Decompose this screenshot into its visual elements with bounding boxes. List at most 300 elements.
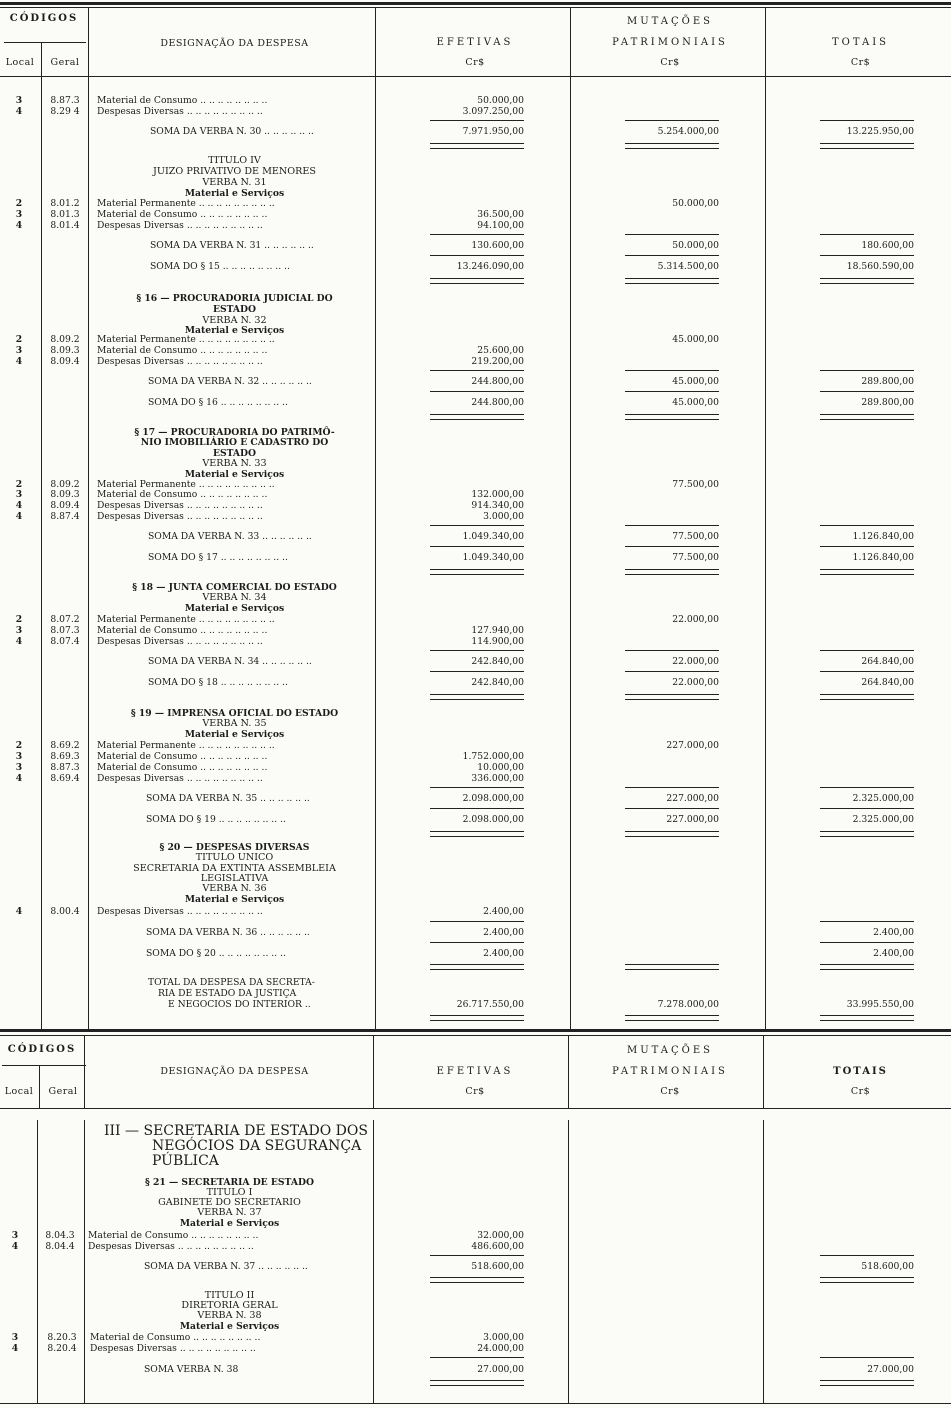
department-title: III — SECRETARIA DE ESTADO DOS — [104, 1123, 368, 1139]
efetivas-value: 244.800,00 — [471, 376, 524, 387]
mutacoes-value: 227.000,00 — [666, 740, 719, 751]
totais-value: 180.600,00 — [861, 240, 914, 251]
double-rule — [625, 699, 719, 700]
efetivas-value: 32.000,00 — [477, 1230, 524, 1241]
table-row — [0, 345, 951, 356]
totais-value: 1.126.840,00 — [852, 552, 914, 563]
soma-label: SOMA DO § 19 .. .. .. .. .. .. .. .. — [146, 814, 286, 825]
mutacoes-value: 22.000,00 — [672, 677, 719, 688]
sum-rule — [430, 921, 524, 922]
sum-rule — [820, 255, 914, 256]
mutacoes-value: 45.000,00 — [672, 376, 719, 387]
local-code: 4 — [11, 1343, 19, 1354]
geral-code: 8.69.4 — [50, 773, 80, 784]
double-rule — [820, 836, 914, 837]
geral-code: 8.01.3 — [50, 209, 80, 220]
double-rule — [625, 148, 719, 149]
item-description: Material de Consumo .. .. .. .. .. .. .. .. — [97, 209, 268, 220]
sum-rule — [820, 546, 914, 547]
sum-rule — [820, 525, 914, 526]
section-subtitle: Material e Serviços — [179, 1321, 280, 1332]
bottom-rule — [0, 1403, 951, 1404]
total-label: RIA DE ESTADO DA JUSTIÇA — [158, 988, 297, 999]
local-code: 3 — [11, 1230, 19, 1241]
soma-row — [0, 531, 951, 542]
double-rule — [625, 1015, 719, 1016]
header-mutacoes: MUTAÇÕES — [626, 16, 713, 27]
efetivas-value: 127.940,00 — [471, 625, 524, 636]
section-subtitle: Material e Serviços — [179, 1218, 280, 1229]
header-currency-efetivas: Cr$ — [465, 1086, 485, 1097]
mutacoes-value: 5.314.500,00 — [657, 261, 719, 272]
header-bottom-rule — [0, 1108, 951, 1109]
double-rule — [820, 831, 914, 832]
section-title: JUIZO PRIVATIVO DE MENORES — [153, 166, 316, 177]
local-code: 3 — [15, 762, 23, 773]
double-rule — [820, 1385, 914, 1386]
soma-row — [0, 948, 951, 959]
section-title: NIO IMOBILIÁRIO E CADASTRO DO — [140, 437, 329, 448]
soma-row — [0, 677, 951, 688]
soma-label: SOMA DO § 15 .. .. .. .. .. .. .. .. — [150, 261, 290, 272]
geral-code: 8.07.4 — [50, 636, 80, 647]
double-rule — [625, 569, 719, 570]
section-title: DIRETORIA GERAL — [181, 1300, 278, 1311]
header-geral: Geral — [48, 1086, 78, 1097]
section-title: VERBA N. 35 — [202, 718, 267, 729]
col-divider-efetivas — [568, 1035, 569, 1108]
soma-label: SOMA DA VERBA N. 31 .. .. .. .. .. .. — [150, 240, 314, 251]
double-rule — [430, 969, 524, 970]
efetivas-value: 36.500,00 — [477, 209, 524, 220]
top-rule — [0, 2, 951, 5]
section-title: VERBA N. 36 — [202, 883, 267, 894]
double-rule — [625, 283, 719, 284]
sum-rule — [820, 808, 914, 809]
section-title: § 20 — DESPESAS DIVERSAS — [159, 842, 310, 853]
department-title: NEGÓCIOS DA SEGURANÇA — [152, 1138, 362, 1154]
header-totais: TOTAIS — [833, 1066, 888, 1077]
local-code: 3 — [15, 95, 23, 106]
double-rule — [430, 1277, 524, 1278]
department-title: PÚBLICA — [152, 1153, 219, 1169]
item-description: Material de Consumo .. .. .. .. .. .. .. .. — [90, 1332, 261, 1343]
geral-code: 8.20.4 — [47, 1343, 77, 1354]
efetivas-value: 7.971.950,00 — [462, 126, 524, 137]
totais-value: 13.225.950,00 — [846, 126, 914, 137]
table-row — [0, 1241, 951, 1252]
section-subtitle: Material e Serviços — [184, 729, 285, 740]
geral-code: 8.87.3 — [50, 762, 80, 773]
efetivas-value: 1.049.340,00 — [462, 531, 524, 542]
sum-rule — [430, 650, 524, 651]
double-rule — [430, 699, 524, 700]
header-currency-mutacoes: Cr$ — [660, 1086, 680, 1097]
table-row — [0, 209, 951, 220]
header-mutacoes: MUTAÇÕES — [626, 1045, 713, 1056]
header-patrimoniais: PATRIMONIAIS — [612, 1066, 728, 1077]
geral-code: 8.69.2 — [50, 740, 80, 751]
totais-value: 2.400,00 — [873, 948, 914, 959]
soma-row — [0, 656, 951, 667]
item-description: Despesas Diversas .. .. .. .. .. .. .. .. .. — [97, 220, 263, 231]
header-currency-efetivas: Cr$ — [465, 57, 485, 68]
sum-rule — [820, 234, 914, 235]
totais-value: 2.325.000,00 — [852, 793, 914, 804]
efetivas-value: 2.400,00 — [483, 948, 524, 959]
soma-row — [0, 552, 951, 563]
geral-code: 8.29 4 — [50, 106, 80, 117]
double-rule — [820, 569, 914, 570]
geral-code: 8.01.2 — [50, 198, 80, 209]
total-label: TOTAL DA DESPESA DA SECRETA- — [148, 977, 315, 988]
soma-label: SOMA DO § 16 .. .. .. .. .. .. .. .. — [148, 397, 288, 408]
mutacoes-value: 45.000,00 — [672, 334, 719, 345]
efetivas-value: 219.200,00 — [471, 356, 524, 367]
item-description: Despesas Diversas .. .. .. .. .. .. .. .. .. — [97, 906, 263, 917]
sum-rule — [430, 370, 524, 371]
section-title: TITULO IV — [208, 155, 261, 166]
geral-code: 8.09.3 — [50, 345, 80, 356]
efetivas-value: 3.097.250,00 — [462, 106, 524, 117]
table-row — [0, 1343, 951, 1354]
item-description: Material Permanente .. .. .. .. .. .. .. .. .. — [97, 479, 275, 490]
item-description: Material Permanente .. .. .. .. .. .. .. .. .. — [97, 198, 275, 209]
totais-value: 18.560.590,00 — [846, 261, 914, 272]
sum-rule — [820, 1357, 914, 1358]
sum-rule — [430, 120, 524, 121]
soma-row — [0, 126, 951, 137]
totais-value: 33.995.550,00 — [846, 999, 914, 1010]
table-row — [0, 356, 951, 367]
double-rule — [625, 694, 719, 695]
double-rule — [820, 699, 914, 700]
geral-code: 8.09.4 — [50, 356, 80, 367]
header-local: Local — [4, 1086, 34, 1097]
double-rule — [820, 414, 914, 415]
item-description: Despesas Diversas .. .. .. .. .. .. .. .. .. — [97, 636, 263, 647]
soma-label: SOMA DO § 18 .. .. .. .. .. .. .. .. — [148, 677, 288, 688]
totais-value: 289.800,00 — [861, 376, 914, 387]
sum-rule — [430, 1357, 524, 1358]
geral-code: 8.87.3 — [50, 95, 80, 106]
geral-code: 8.87.4 — [50, 511, 80, 522]
sum-rule — [625, 671, 719, 672]
sum-rule — [430, 255, 524, 256]
efetivas-value: 3.000,00 — [483, 1332, 524, 1343]
double-rule — [820, 1015, 914, 1016]
item-description: Material de Consumo .. .. .. .. .. .. .. .. — [97, 345, 268, 356]
local-code: 2 — [15, 740, 23, 751]
double-rule — [820, 1277, 914, 1278]
double-rule — [820, 964, 914, 965]
sum-rule — [625, 120, 719, 121]
total-label: E NEGOCIOS DO INTERIOR .. — [168, 999, 311, 1010]
soma-label: SOMA DA VERBA N. 35 .. .. .. .. .. .. — [146, 793, 310, 804]
sum-rule — [820, 650, 914, 651]
mutacoes-value: 77.500,00 — [672, 479, 719, 490]
double-rule — [430, 836, 524, 837]
double-rule — [430, 574, 524, 575]
sum-rule — [820, 671, 914, 672]
table-row — [0, 625, 951, 636]
double-rule — [625, 1020, 719, 1021]
header-codigos: CÓDIGOS — [9, 13, 79, 24]
table-row — [0, 1230, 951, 1241]
section-title: § 18 — JUNTA COMERCIAL DO ESTADO — [132, 582, 337, 593]
section-title: TITULO UNICO — [195, 852, 274, 863]
efetivas-value: 336.000,00 — [471, 773, 524, 784]
table-row — [0, 1332, 951, 1343]
mutacoes-value: 77.500,00 — [672, 531, 719, 542]
header-geral: Geral — [50, 57, 80, 68]
sum-rule — [430, 787, 524, 788]
header-bottom-rule — [0, 76, 951, 77]
geral-code: 8.04.3 — [45, 1230, 75, 1241]
efetivas-value: 10.000,00 — [477, 762, 524, 773]
double-rule — [625, 831, 719, 832]
mutacoes-value: 45.000,00 — [672, 397, 719, 408]
sum-rule — [430, 808, 524, 809]
soma-row — [0, 376, 951, 387]
sum-rule — [430, 391, 524, 392]
double-rule — [430, 419, 524, 420]
item-description: Despesas Diversas .. .. .. .. .. .. .. .. .. — [88, 1241, 254, 1252]
soma-row — [0, 793, 951, 804]
soma-label: SOMA DA VERBA N. 34 .. .. .. .. .. .. — [148, 656, 312, 667]
soma-label: SOMA DA VERBA N. 32 .. .. .. .. .. .. — [148, 376, 312, 387]
section-subtitle: Material e Serviços — [184, 325, 285, 336]
double-rule — [625, 419, 719, 420]
soma-label: SOMA DA VERBA N. 33 .. .. .. .. .. .. — [148, 531, 312, 542]
section-title: SECRETARIA DA EXTINTA ASSEMBLEIA — [133, 863, 336, 874]
geral-code: 8.07.3 — [50, 625, 80, 636]
header-designacao: DESIGNAÇÃO DA DESPESA — [160, 38, 309, 49]
item-description: Despesas Diversas .. .. .. .. .. .. .. .. .. — [90, 1343, 256, 1354]
soma-row — [0, 261, 951, 272]
local-code: 4 — [15, 220, 23, 231]
section-title: TITULO II — [204, 1290, 255, 1301]
efetivas-value: 914.340,00 — [471, 500, 524, 511]
item-description: Material de Consumo .. .. .. .. .. .. .. .. — [97, 95, 268, 106]
mutacoes-value: 227.000,00 — [666, 814, 719, 825]
totais-value: 264.840,00 — [861, 656, 914, 667]
double-rule — [820, 148, 914, 149]
efetivas-value: 2.098.000,00 — [462, 814, 524, 825]
efetivas-value: 1.049.340,00 — [462, 552, 524, 563]
double-rule — [430, 964, 524, 965]
item-description: Material de Consumo .. .. .. .. .. .. .. .. — [97, 625, 268, 636]
mutacoes-value: 50.000,00 — [672, 198, 719, 209]
section-subtitle: Material e Serviços — [184, 469, 285, 480]
double-rule — [820, 419, 914, 420]
double-rule — [430, 569, 524, 570]
local-code: 4 — [11, 1241, 19, 1252]
table-row — [0, 106, 951, 117]
table-row — [0, 773, 951, 784]
sum-rule — [430, 234, 524, 235]
section-title: § 19 — IMPRENSA OFICIAL DO ESTADO — [130, 708, 339, 719]
local-code: 4 — [15, 906, 23, 917]
double-rule — [820, 574, 914, 575]
sum-rule — [625, 650, 719, 651]
table-row — [0, 751, 951, 762]
table-row — [0, 95, 951, 106]
double-rule — [430, 148, 524, 149]
col-divider-mutacoes — [763, 1035, 764, 1108]
efetivas-value: 13.246.090,00 — [456, 261, 524, 272]
efetivas-value: 2.400,00 — [483, 906, 524, 917]
double-rule — [430, 694, 524, 695]
local-code: 2 — [15, 334, 23, 345]
sum-rule — [820, 1255, 914, 1256]
soma-row — [0, 927, 951, 938]
totais-value: 1.126.840,00 — [852, 531, 914, 542]
section-subtitle: Material e Serviços — [184, 603, 285, 614]
geral-code: 8.04.4 — [45, 1241, 75, 1252]
sum-rule — [625, 546, 719, 547]
col-divider-local — [39, 1065, 40, 1108]
soma-row — [0, 1261, 951, 1272]
mutacoes-value: 7.278.000,00 — [657, 999, 719, 1010]
totais-value: 27.000,00 — [867, 1364, 914, 1375]
double-rule — [430, 283, 524, 284]
local-code: 4 — [15, 106, 23, 117]
mutacoes-value: 50.000,00 — [672, 240, 719, 251]
section-title: VERBA N. 34 — [202, 592, 267, 603]
double-rule — [430, 1015, 524, 1016]
section-title: GABINETE DO SECRETARIO — [158, 1197, 301, 1208]
geral-code: 8.20.3 — [47, 1332, 77, 1343]
sum-rule — [430, 942, 524, 943]
total-row-line1 — [0, 977, 951, 988]
section-title: VERBA N. 38 — [197, 1310, 262, 1321]
sum-rule — [625, 234, 719, 235]
table-row — [0, 511, 951, 522]
section-subtitle: Material e Serviços — [184, 188, 285, 199]
local-code: 4 — [15, 773, 23, 784]
item-description: Despesas Diversas .. .. .. .. .. .. .. .. .. — [97, 356, 263, 367]
double-rule — [430, 278, 524, 279]
soma-label: SOMA DA VERBA N. 36 .. .. .. .. .. .. — [146, 927, 310, 938]
sum-rule — [625, 525, 719, 526]
totais-value: 2.325.000,00 — [852, 814, 914, 825]
table-row — [0, 614, 951, 625]
item-description: Despesas Diversas .. .. .. .. .. .. .. .. .. — [97, 511, 263, 522]
efetivas-value: 130.600,00 — [471, 240, 524, 251]
table-row — [0, 906, 951, 917]
efetivas-value: 2.098.000,00 — [462, 793, 524, 804]
double-rule — [625, 278, 719, 279]
double-rule — [820, 969, 914, 970]
double-rule — [820, 283, 914, 284]
sum-rule — [625, 255, 719, 256]
total-row-line2 — [0, 988, 951, 999]
local-code: 2 — [15, 198, 23, 209]
col-divider-designacao — [373, 1035, 374, 1108]
double-rule — [430, 1282, 524, 1283]
table-row — [0, 489, 951, 500]
double-rule — [820, 694, 914, 695]
double-rule — [625, 969, 719, 970]
efetivas-value: 3.000,00 — [483, 511, 524, 522]
double-rule — [820, 1380, 914, 1381]
geral-code: 8.09.4 — [50, 500, 80, 511]
efetivas-value: 242.840,00 — [471, 677, 524, 688]
double-rule — [430, 1380, 524, 1381]
sum-rule — [820, 942, 914, 943]
double-rule — [430, 414, 524, 415]
section-title: § 17 — PROCURADORIA DO PATRIMÔ- — [134, 427, 335, 438]
geral-code: 8.69.3 — [50, 751, 80, 762]
geral-code: 8.00.4 — [50, 906, 80, 917]
totais-value: 264.840,00 — [861, 677, 914, 688]
sum-rule — [625, 391, 719, 392]
local-code: 4 — [15, 500, 23, 511]
header-currency-totais: Cr$ — [850, 57, 871, 68]
sum-rule — [820, 921, 914, 922]
section-title: TITULO I — [206, 1187, 253, 1198]
efetivas-value: 50.000,00 — [477, 95, 524, 106]
header-currency-totais: Cr$ — [850, 1086, 871, 1097]
local-code: 3 — [15, 625, 23, 636]
double-rule — [820, 278, 914, 279]
table-row — [0, 220, 951, 231]
mutacoes-value: 22.000,00 — [672, 614, 719, 625]
sum-rule — [820, 370, 914, 371]
header-totais: TOTAIS — [831, 37, 889, 48]
item-description: Material de Consumo .. .. .. .. .. .. .. .. — [97, 751, 268, 762]
item-description: Despesas Diversas .. .. .. .. .. .. .. .. .. — [97, 106, 263, 117]
codigos-rule — [2, 1065, 86, 1066]
double-rule — [430, 1020, 524, 1021]
efetivas-value: 244.800,00 — [471, 397, 524, 408]
sum-rule — [430, 525, 524, 526]
total-row-line3 — [0, 999, 951, 1010]
local-code: 3 — [15, 489, 23, 500]
soma-label: SOMA DA VERBA N. 37 .. .. .. .. .. .. — [144, 1261, 308, 1272]
item-description: Material Permanente .. .. .. .. .. .. .. .. .. — [97, 740, 275, 751]
mutacoes-value: 77.500,00 — [672, 552, 719, 563]
local-code: 3 — [15, 751, 23, 762]
geral-code: 8.09.2 — [50, 334, 80, 345]
geral-code: 8.09.3 — [50, 489, 80, 500]
mutacoes-value: 22.000,00 — [672, 656, 719, 667]
soma-label: SOMA DA VERBA N. 30 .. .. .. .. .. .. — [150, 126, 314, 137]
table-row — [0, 762, 951, 773]
totais-value: 518.600,00 — [861, 1261, 914, 1272]
double-rule — [625, 964, 719, 965]
efetivas-value: 26.717.550,00 — [456, 999, 524, 1010]
mutacoes-value: 227.000,00 — [666, 793, 719, 804]
soma-label: SOMA DO § 17 .. .. .. .. .. .. .. .. — [148, 552, 288, 563]
item-description: Material de Consumo .. .. .. .. .. .. .. .. — [88, 1230, 259, 1241]
totais-value: 2.400,00 — [873, 927, 914, 938]
local-code: 2 — [15, 479, 23, 490]
efetivas-value: 27.000,00 — [477, 1364, 524, 1375]
local-code: 3 — [15, 345, 23, 356]
double-rule — [625, 836, 719, 837]
section-title: ESTADO — [212, 448, 257, 459]
sum-rule — [820, 391, 914, 392]
sum-rule — [820, 787, 914, 788]
header-designacao: DESIGNAÇÃO DA DESPESA — [160, 1066, 309, 1077]
header-local: Local — [5, 57, 35, 68]
double-rule — [820, 1020, 914, 1021]
section-title: VERBA N. 32 — [202, 315, 267, 326]
soma-label: SOMA VERBA N. 38 — [144, 1364, 239, 1375]
efetivas-value: 486.600,00 — [471, 1241, 524, 1252]
